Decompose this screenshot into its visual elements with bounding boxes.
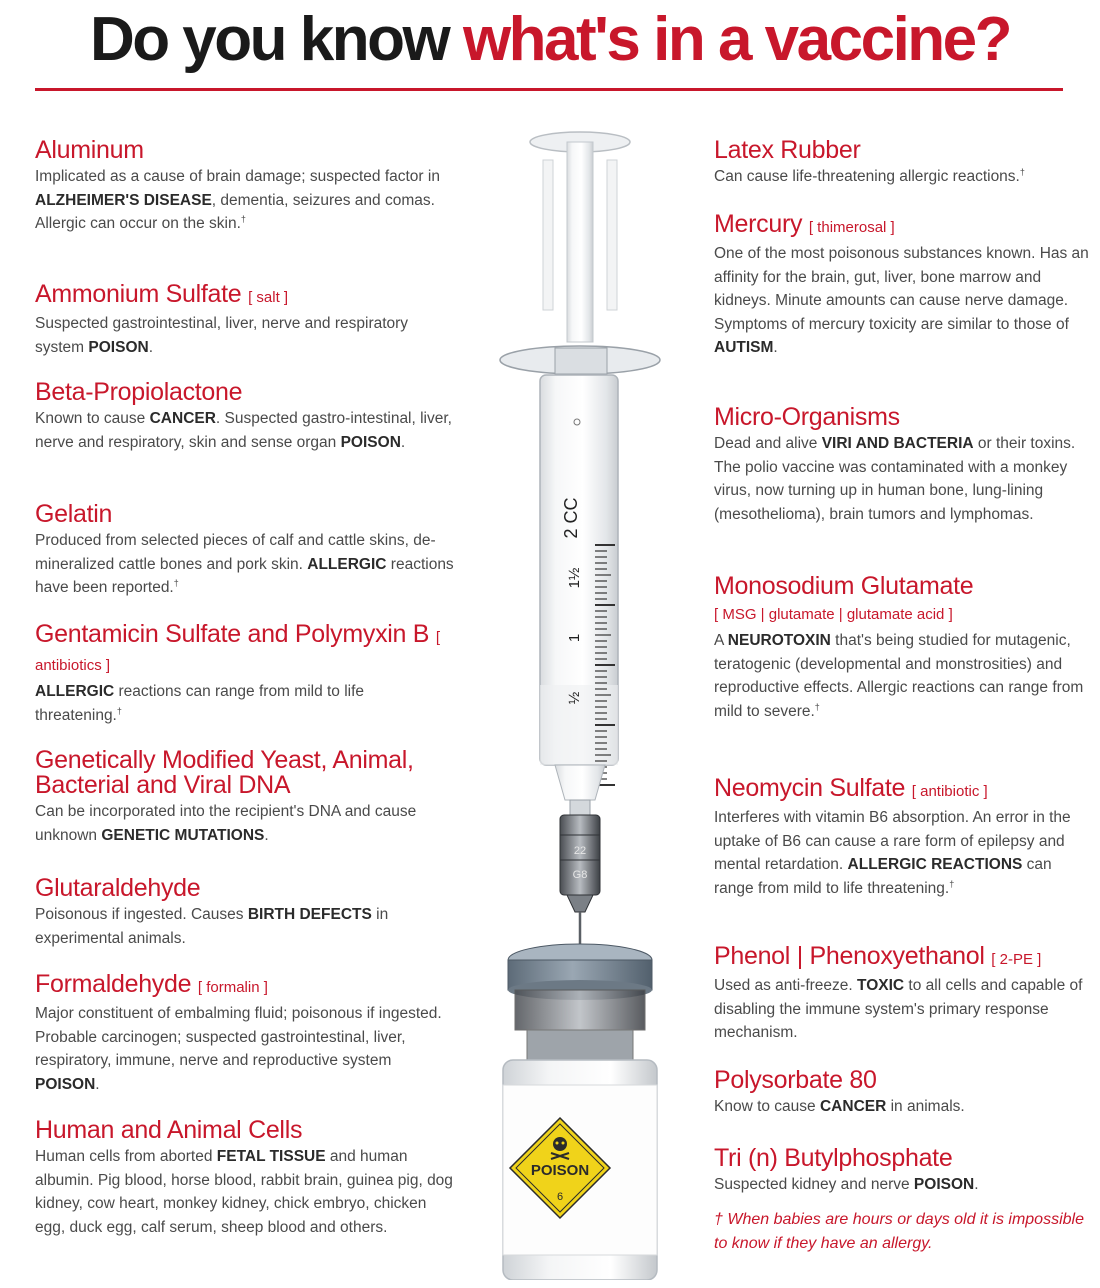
ingredient-name — [714, 944, 1094, 972]
description-text: Major constituent of embalming fluid; poisonous if ingested. Probable carcinogen; suspected gastrointestinal, liver, respiratory, immune, nerve and reproductive system — [35, 1005, 442, 1069]
emphasis-text: GENETIC MUTATIONS — [101, 826, 265, 844]
ingredient-name-text: Gentamicin Sulfate and Polymyxin B — [35, 620, 430, 648]
ingredient-name — [35, 748, 455, 798]
ingredient-name-text: Phenol | Phenoxyethanol — [714, 942, 985, 970]
footnote-marker: † — [240, 213, 246, 224]
syringe-plunger — [530, 132, 630, 342]
ingredient-micro-organisms — [714, 405, 1094, 526]
ingredient-name-text: Ammonium Sulfate — [35, 280, 242, 308]
footnote-marker: † — [814, 701, 820, 712]
description-text: Used as anti-freeze. — [714, 977, 858, 994]
emphasis-text: ALLERGIC REACTIONS — [847, 856, 1023, 873]
ingredient-description — [714, 1173, 1094, 1197]
ingredient-name — [714, 138, 1094, 163]
needle-gauge-line-2: G8 — [572, 869, 588, 881]
emphasis-text: POISON — [88, 338, 149, 356]
ingredient-name — [35, 622, 455, 678]
description-text: Know to cause — [714, 1098, 820, 1115]
footnote-marker: † — [173, 577, 179, 588]
scale-label-1: 1 — [566, 633, 583, 643]
ingredient-alias-tag: [ antibiotics ] — [35, 629, 440, 674]
description-text: or their toxins. The polio vaccine was contaminated with a monkey virus, now turning up in human bone, lung-lining (mesothelioma), brain tumors and lymphomas. — [714, 435, 1076, 523]
ingredient-name — [35, 282, 455, 310]
barrel-capacity-label: 2 CC — [561, 497, 581, 539]
emphasis-text: AUTISM — [714, 339, 774, 356]
description-text: Implicated as a cause of brain damage; suspected factor in — [35, 168, 440, 185]
emphasis-text: POISON — [340, 433, 401, 451]
vial-body — [503, 1060, 657, 1280]
description-text: , dementia, seizures and comas. Allergic can occur on the skin. — [35, 191, 435, 232]
emphasis-text: ALLERGIC — [35, 683, 115, 700]
ingredient-name-text: Monosodium Glutamate — [714, 572, 974, 600]
description-text: Human cells from aborted — [35, 1148, 217, 1165]
description-text: A — [714, 632, 728, 649]
description-text: . — [773, 339, 778, 356]
ingredient-aluminum — [35, 138, 455, 236]
description-text: . — [400, 433, 406, 451]
description-text: reactions have been reported. — [35, 555, 454, 596]
emphasis-text: CANCER — [819, 1098, 887, 1115]
ingredient-gentamicin-sulfate-and-polymyxin-b — [35, 622, 455, 727]
ingredient-name-text: Glutaraldehyde — [35, 874, 201, 902]
syringe-finger-flange — [500, 346, 660, 374]
ingredient-polysorbate-80 — [714, 1068, 1094, 1119]
ingredient-alias-tag: [ formalin ] — [197, 979, 268, 996]
description-text: that's being studied for mutagenic, teratogenic (developmental and monstrosities) and reproductive effects. Allergic reactions can range from mild to severe. — [714, 632, 1084, 720]
description-text: . — [95, 1075, 100, 1093]
emphasis-text: BIRTH DEFECTS — [247, 906, 372, 923]
description-text: Poisonous if ingested. Causes — [35, 906, 248, 923]
emphasis-text: VIRI AND BACTERIA — [821, 435, 974, 452]
ingredient-description — [35, 529, 455, 600]
ingredient-alias-tag: [ salt ] — [248, 289, 289, 306]
ingredient-mercury — [714, 212, 1094, 360]
ingredient-name — [714, 574, 1094, 627]
ingredient-alias-tag: [ MSG | glutamate | glutamate acid ] — [714, 606, 953, 623]
ingredient-description — [35, 800, 455, 847]
needle-gauge-line-1: 22 — [573, 845, 587, 857]
vial-cap — [508, 944, 652, 1060]
description-text: Can be incorporated into the recipient's DNA and cause unknown — [35, 803, 417, 844]
needle-hub — [560, 815, 600, 912]
ingredient-human-and-animal-cells — [35, 1118, 455, 1239]
ingredient-glutaraldehyde — [35, 876, 455, 950]
emphasis-text: POISON — [913, 1176, 975, 1193]
syringe-tip — [555, 765, 605, 815]
ingredient-description — [714, 242, 1094, 360]
description-text: One of the most poisonous substances known. Has an affinity for the brain, gut, liver, bone marrow and kidneys. Minute amounts can cause nerve damage. Symptoms of mercury toxicity are similar to those of — [714, 245, 1089, 333]
ingredient-genetically-modified-yeast-animal-bacterial-and-viral-dna — [35, 748, 455, 847]
ingredient-name — [35, 972, 455, 1000]
description-text: . Suspected gastro-intestinal, liver, nerve and respiratory, skin and sense organ — [35, 410, 452, 451]
description-text: Produced from selected pieces of calf and cattle skins, de-mineralized cattle bones and pork skin. — [35, 532, 436, 573]
ingredient-name-text: Tri (n) Butylphosphate — [714, 1144, 953, 1172]
ingredient-name-text: Formaldehyde — [35, 970, 192, 998]
syringe-barrel — [540, 375, 618, 785]
ingredient-name — [714, 1068, 1094, 1093]
description-text: in animals. — [886, 1098, 965, 1115]
ingredient-latex-rubber — [714, 138, 1094, 189]
ingredient-description — [714, 165, 1094, 189]
ingredient-description — [35, 1002, 455, 1096]
ingredient-name — [714, 1146, 1094, 1171]
hazard-class-number: 6 — [556, 1191, 564, 1203]
ingredient-neomycin-sulfate — [714, 776, 1094, 900]
ingredient-description — [35, 680, 455, 727]
ingredient-formaldehyde — [35, 972, 455, 1096]
ingredient-name-text: Micro-Organisms — [714, 403, 900, 431]
ingredient-name-text: Mercury — [714, 210, 803, 238]
ingredient-description — [714, 1095, 1094, 1119]
ingredient-name — [714, 212, 1094, 240]
ingredient-monosodium-glutamate — [714, 574, 1094, 723]
ingredient-name — [35, 876, 455, 901]
ingredient-name-text: Gelatin — [35, 500, 113, 528]
ingredient-name — [35, 502, 455, 527]
ingredient-description — [35, 903, 455, 950]
footnote-marker: † — [714, 1211, 723, 1228]
footnote-marker: † — [949, 878, 955, 889]
description-text: . — [148, 338, 154, 356]
title-part-2: what's in a vaccine? — [462, 5, 1011, 74]
description-text: Suspected kidney and nerve — [714, 1176, 914, 1193]
footnote-marker: † — [1019, 166, 1025, 177]
ingredient-name — [35, 1118, 455, 1143]
ingredient-name-text: Latex Rubber — [714, 136, 861, 164]
ingredient-alias-tag: [ antibiotic ] — [911, 783, 988, 800]
ingredient-name — [35, 138, 455, 163]
footnote-text: When babies are hours or days old it is impossible to know if they have an allergy. — [714, 1211, 1084, 1252]
ingredient-name — [714, 405, 1094, 430]
emphasis-text: FETAL TISSUE — [216, 1148, 326, 1165]
ingredient-name-text: Genetically Modified Yeast, Animal, Bacterial and Viral DNA — [35, 746, 414, 799]
ingredient-name-text: Aluminum — [35, 136, 144, 164]
ingredient-description — [714, 974, 1094, 1045]
description-text: in experimental animals. — [35, 906, 389, 947]
description-text: . — [264, 826, 269, 844]
ingredient-beta-propiolactone — [35, 380, 455, 454]
description-text: Dead and alive — [714, 435, 822, 452]
description-text: to all cells and capable of disabling the immune system's primary response mechanism. — [714, 977, 1083, 1041]
page-title — [0, 0, 1100, 80]
ingredient-ammonium-sulfate — [35, 282, 455, 359]
ingredient-description — [35, 1145, 455, 1239]
scale-label-0-5: ½ — [566, 691, 583, 705]
syringe-and-vial-illustration — [455, 100, 710, 1280]
emphasis-text: TOXIC — [857, 977, 905, 994]
ingredient-alias-tag: [ thimerosal ] — [808, 219, 895, 236]
description-text: Known to cause — [35, 410, 150, 427]
ingredient-name-text: Polysorbate 80 — [714, 1066, 877, 1094]
description-text: . — [974, 1176, 979, 1193]
ingredient-name — [714, 776, 1094, 804]
ingredient-name-text: Human and Animal Cells — [35, 1116, 303, 1144]
description-text: and human albumin. Pig blood, horse blood, rabbit brain, guinea pig, dog kidney, cow heart, monkey kidney, chick embryo, chicken egg, duck egg, calf serum, sheep blood and others. — [35, 1148, 453, 1236]
emphasis-text: POISON — [35, 1075, 96, 1093]
description-text: Suspected gastrointestinal, liver, nerve and respiratory system — [35, 315, 409, 356]
ingredient-description — [35, 407, 455, 454]
ingredient-name-text: Neomycin Sulfate — [714, 774, 906, 802]
emphasis-text: ALLERGIC — [307, 555, 387, 573]
ingredient-description — [714, 629, 1094, 723]
ingredient-phenol-phenoxyethanol — [714, 944, 1094, 1045]
ingredient-alias-tag: [ 2-PE ] — [991, 951, 1042, 968]
footnote-marker: † — [116, 705, 122, 716]
ingredient-gelatin — [35, 502, 455, 600]
ingredient-description — [35, 165, 455, 236]
description-text: Can cause life-threatening allergic reactions. — [714, 168, 1020, 185]
ingredient-description — [35, 312, 455, 359]
ingredient-name-text: Beta-Propiolactone — [35, 378, 243, 406]
emphasis-text: CANCER — [149, 410, 216, 427]
description-text: reactions can range from mild to life threatening. — [35, 683, 365, 724]
emphasis-text: ALZHEIMER'S DISEASE — [35, 191, 212, 209]
poison-label-text: POISON — [530, 1162, 590, 1179]
ingredient-name — [35, 380, 455, 405]
title-divider — [35, 88, 1063, 91]
scale-label-1-5: 1½ — [566, 567, 583, 589]
ingredient-description — [714, 806, 1094, 900]
description-text: Interferes with vitamin B6 absorption. An error in the uptake of B6 can cause a rare form of epilepsy and mental retardation. — [714, 809, 1071, 873]
emphasis-text: NEUROTOXIN — [727, 632, 831, 649]
description-text: can range from mild to life threatening. — [714, 856, 1052, 897]
allergy-footnote — [714, 1208, 1094, 1256]
title-part-1: Do you know — [89, 5, 449, 74]
ingredient-description — [714, 432, 1094, 526]
ingredient-tri-n-butylphosphate — [714, 1146, 1094, 1197]
